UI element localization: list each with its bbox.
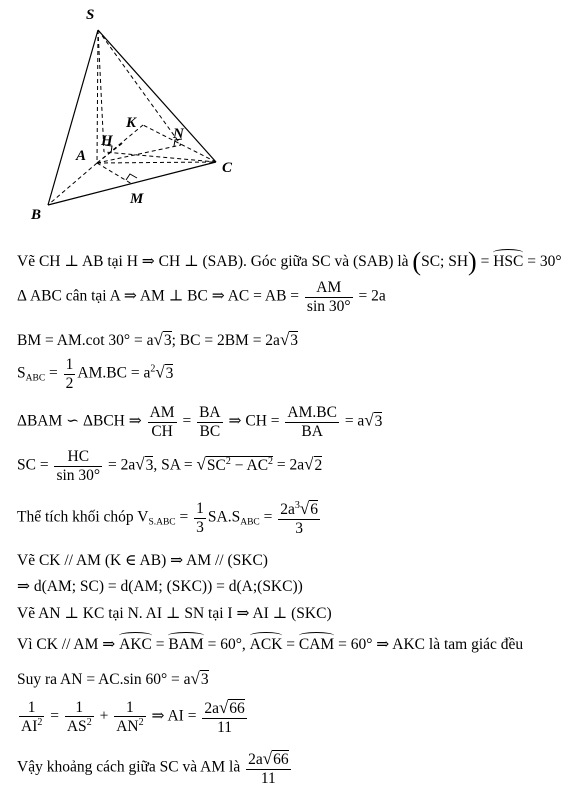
label-A: A [76,148,87,164]
edge-SB [48,30,98,205]
label-B: B [31,207,42,223]
label-K: K [126,115,137,131]
segment-AM [97,163,132,184]
solution-line-11: Vì CK // AM ⇒ AKC = BAM = 60°, ACK = CAM = 60° ⇒ AKC là tam giác đều [17,636,524,653]
segment-SN [98,30,181,145]
solution-line-1: Vẽ CH ⊥ AB tại H ⇒ CH ⊥ (SAB). Góc giữa SC và (SAB) là (SC; SH) = HSC = 30° [17,247,562,276]
edge-AC [97,162,216,163]
solution-line-5: ΔBAM ∽ ΔBCH ⇒ $\frac{AM}{CH}$ = $\frac{BA}{BC}$ ⇒ CH = $\frac{AM.BC}{BA}$ = a√3 [17,404,383,440]
label-H: H [101,133,113,149]
pyramid-figure [0,0,300,225]
right-angle-M [126,174,137,180]
label-N: N [173,126,184,142]
solution-line-9: ⇒ d(AM; SC) = d(AM; (SKC)) = d(A;(SKC)) [17,578,303,595]
solution-line-13: $\frac{1}{AI^2}$ = $\frac{1}{AS^2}$ + $\frac{1}{AN^2}$ ⇒ AI = $\frac{2a√66}{11}$ [21,698,245,736]
solution-line-12: Suy ra AN = AC.sin 60° = a√3 [17,669,209,688]
solution-line-8: Vẽ CK // AM (K ∈ AB) ⇒ AM // (SKC) [17,552,268,569]
solution-line-10: Vẽ AN ⊥ KC tại N. AI ⊥ SN tại I ⇒ AI ⊥ (SKC) [17,605,332,622]
solution-line-3: BM = AM.cot 30° = a√3; BC = 2BM = 2a√3 [17,330,299,349]
solution-line-4: $S_{ABC}$ = $\frac{1}{2}$ $AM.BC = a^2√3$ [17,356,174,392]
solution-line-6: SC = $\frac{HC}{\sin 30^\circ}$ = 2a√3, SA = $√SC^2 - AC^2 = 2a√2$ [17,448,323,484]
edge-SA [97,30,98,163]
label-M: M [130,191,144,207]
segment-CH [104,152,216,162]
solution-line-2: Δ ABC cân tại A ⇒ AM ⊥ BC ⇒ AC = AB = $\frac{AM}{\sin 30^\circ}$ = 2a [17,279,386,315]
solution-line-14: Vậy khoảng cách giữa SC và AM là $\frac{2a√66}{11}$ [17,749,289,787]
solution-line-7: Thể tích khối chóp $V_{S.ABC}$ = $\frac{1}{3}$ $SA.S_{ABC}$ = $\frac{2a^3√6}{3}$ [17,499,318,537]
label-C: C [222,160,233,176]
edge-SC [98,30,216,162]
label-S: S [86,7,95,23]
